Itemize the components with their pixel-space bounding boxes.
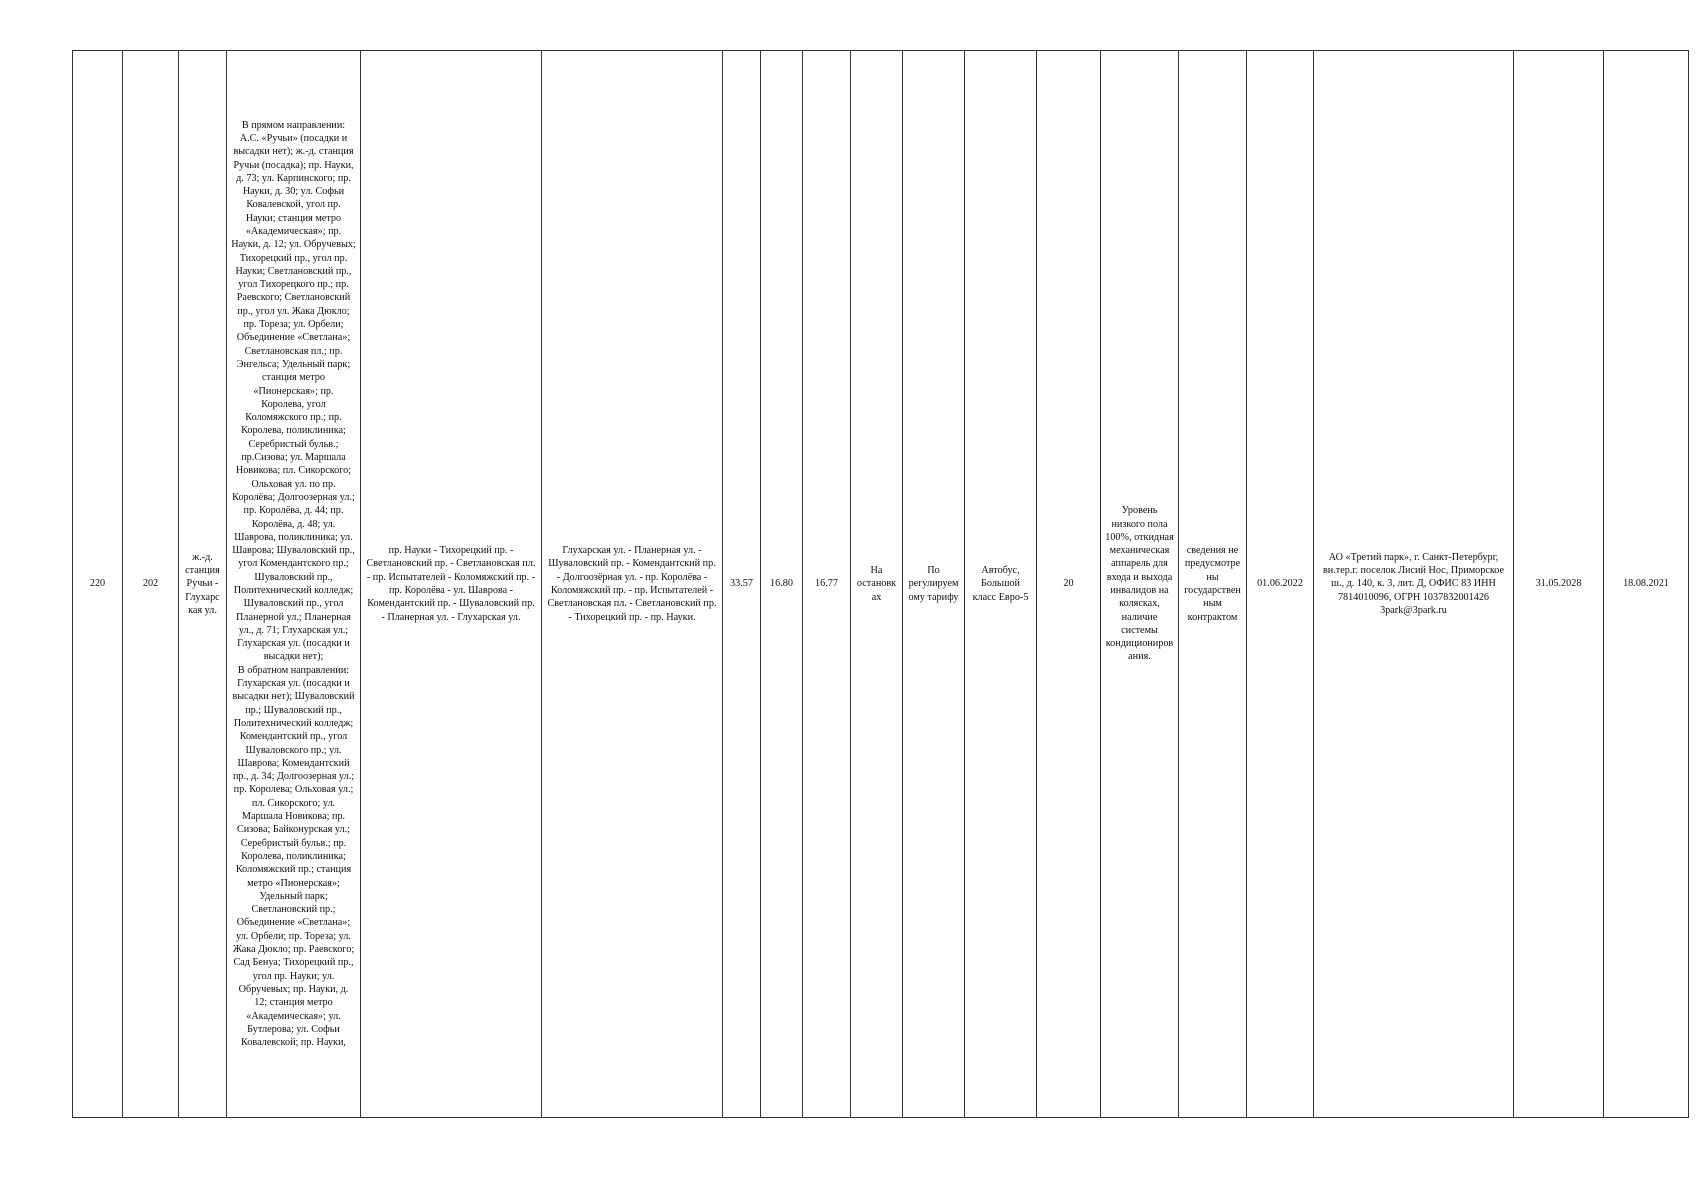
boarding-order-cell: На остановках [851, 51, 903, 1118]
route-number-cell: 202 [123, 51, 179, 1118]
start-date-cell: 01.06.2022 [1247, 51, 1314, 1118]
length-backward-cell: 16.80 [761, 51, 803, 1118]
tariff-cell: По регулируемому тарифу [903, 51, 965, 1118]
carrier-cell: АО «Третий парк», г. Санкт-Петербург, вн.тер.г. поселок Лисий Нос, Приморское ш., д. 140, к. 3, лит. Д, ОФИС 83 ИНН 7814010096, ОГРН 1037832001426 3park@3park.ru [1314, 51, 1514, 1118]
stops-cell [227, 51, 361, 1118]
end-date-cell: 31.05.2028 [1514, 51, 1604, 1118]
streets-backward-cell: Глухарская ул. - Планерная ул. - Шуваловский пр. - Комендантский пр. - Долгоозёрная ул. - пр. Королёва - Коломяжский пр. - пр. Испытателей - Светлановская пл. - Светлановский пр. - Тихорецкий пр. - пр. Науки. [542, 51, 723, 1118]
stops-forward-list: А.С. «Ручьи» (посадки и высадки нет); ж.-д. станция Ручьи (посадка); пр. Науки, д. 73; ул. Карпинского; пр. Науки, д. 30; ул. Софьи Ковалевской, угол пр. Науки; станция метро «Академическая»; пр. Науки, д. 12; ул. Обручевых; Тихорецкий пр., угол пр. Науки; Светлановский пр., угол Тихорецкого пр.; пр. Раевского; Светлановский пр., угол ул. Жака Дюкло; пр. Тореза; ул. Орбели; Объединение «Светлана»; Светлановская пл.; пр. Энгельса; Удельный парк; станция метро «Пионерская»; пр. Королева, угол Коломяжского пр.; пр. Королева, поликлиника; Серебристый бульв.; пр.Сизова; ул. Маршала Новикова; пл. Сикорского; Ольховая ул. по пр. Королёва; Долгоозерная ул.; пр. Королёва, д. 44; пр. Королёва, д. 48; ул. Шаврова, поликлиника; ул. Шаврова; Шуваловский пр., угол Комендантского пр.; Шуваловский пр., Политехнический колледж; Шуваловский пр., угол Планерной ул.; Планерная ул., д. 71; Глухарская ул.; Глухарская ул. (посадки и высадки нет); [231, 132, 356, 663]
contract-cell: сведения не предусмотрены государственным контрактом [1179, 51, 1247, 1118]
registration-date-cell: 18.08.2021 [1604, 51, 1689, 1118]
route-name-cell: ж.-д. станция Ручьи - Глухарская ул. [179, 51, 227, 1118]
table-row [73, 51, 1689, 1118]
length-third-cell: 16.77 [803, 51, 851, 1118]
vehicle-count-cell: 20 [1037, 51, 1101, 1118]
registry-number-cell: 220 [73, 51, 123, 1118]
characteristics-cell: Уровень низкого пола 100%, откидная механическая аппарель для входа и выхода инвалидов на колясках, наличие системы кондиционирования. [1101, 51, 1179, 1118]
vehicle-cell: Автобус, Большой класс Евро-5 [965, 51, 1037, 1118]
length-forward-cell: 33.57 [723, 51, 761, 1118]
route-registry-table [72, 50, 1689, 1118]
stops-backward-list: Глухарская ул. (посадки и высадки нет); Шуваловский пр.; Шуваловский пр., Политехнический колледж; Комендантский пр., угол Шуваловского пр.; ул. Шаврова; Комендантский пр., д. 34; Долгоозерная ул.; пр. Королева; Ольховая ул.; пл. Сикорского; ул. Маршала Новикова; пр. Сизова; Байконурская ул.; Серебристый бульв.; пр. Королева, поликлиника; Коломяжский пр.; станция метро «Пионерская»; Удельный парк; Светлановский пр.; Объединение «Светлана»; ул. Орбели; пр. Тореза; ул. Жака Дюкло; пр. Раевского; Сад Бенуа; Тихорецкий пр., угол пр. Науки; ул. Обручевых; пр. Науки, д. 12; станция метро «Академическая»; ул. Бутлерова; ул. Софьи Ковалевской; пр. Науки, [232, 678, 355, 1049]
direction-backward-heading: В обратном направлении: [237, 664, 350, 676]
direction-forward-heading: В прямом направлении: [241, 119, 346, 131]
streets-forward-cell: пр. Науки - Тихорецкий пр. - Светлановский пр. - Светлановская пл. - пр. Испытателей - Коломяжский пр. - пр. Королёва - ул. Шаврова - Комендантский пр. - Шуваловский пр. - Планерная ул. - Глухарская ул. [361, 51, 542, 1118]
